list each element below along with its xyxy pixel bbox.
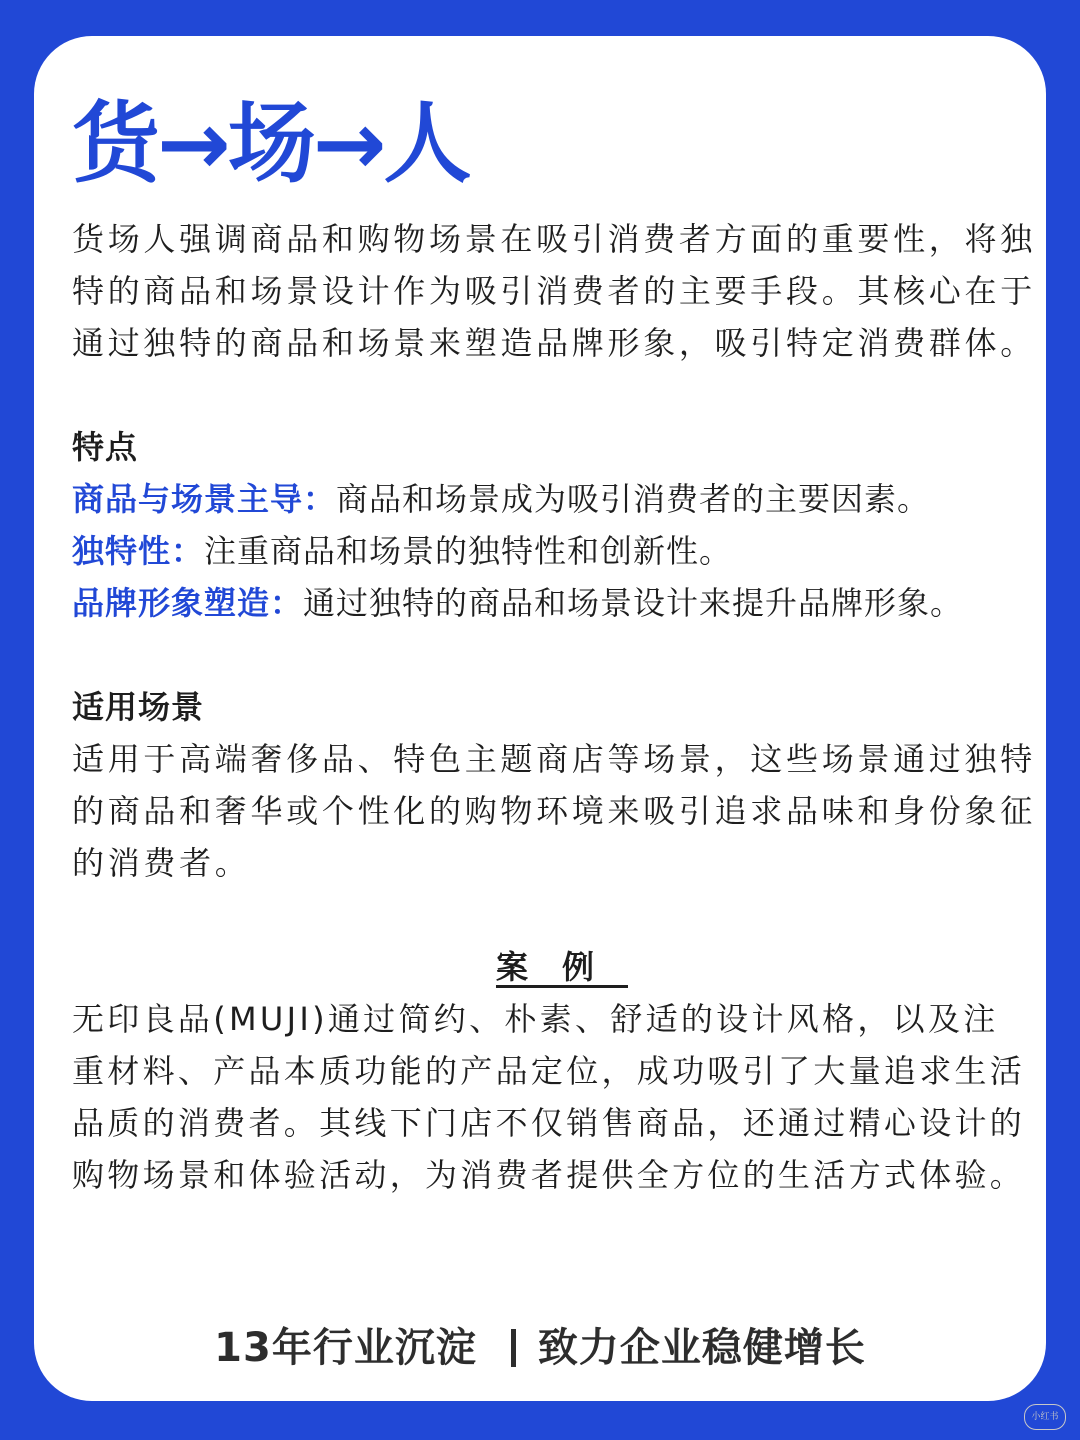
feature-item [72, 473, 1018, 525]
feature-text: 商品和场景成为吸引消费者的主要因素。 [336, 480, 931, 518]
feature-text: 注重商品和场景的独特性和创新性。 [204, 532, 733, 570]
case-line: 品质的消费者。其线下门店不仅销售商品，还通过精心设计的 [72, 1104, 1026, 1142]
watermark-logo: 小红书 [1024, 1404, 1066, 1430]
feature-label: 商品与场景主导： [72, 480, 337, 518]
feature-label: 独特性： [72, 532, 205, 570]
feature-item [72, 577, 1018, 629]
case-line: 购物场景和体验活动，为消费者提供全方位的生活方式体验。 [72, 1156, 1026, 1194]
footer-right-text: 致力企业稳健增长 [537, 1325, 866, 1371]
case-line: 无印良品(MUJI)通过简约、朴素、舒适的设计风格，以及注 [72, 1000, 999, 1038]
page-title: 货→场→人 [72, 92, 469, 195]
usage-line: 适用于高端奢侈品、特色主题商店等场景，这些场景通过独特 [72, 740, 1036, 778]
intro-line: 特的商品和场景设计作为吸引消费者的主要手段。其核心在于 [72, 272, 1036, 310]
case-heading [72, 941, 1018, 993]
usage-section [72, 681, 1036, 889]
feature-label: 品牌形象塑造： [72, 584, 304, 622]
case-heading-text: 案例 [495, 948, 628, 986]
footer-left-text: 13年行业沉淀 [214, 1325, 477, 1371]
footer-divider [511, 1329, 516, 1367]
intro-line: 货场人强调商品和购物场景在吸引消费者方面的重要性，将独 [72, 220, 1036, 258]
usage-line: 的消费者。 [72, 844, 251, 882]
usage-line: 的商品和奢华或个性化的购物环境来吸引追求品味和身份象征 [72, 792, 1036, 830]
footer-slogan [0, 1320, 1080, 1376]
usage-body [72, 733, 1036, 889]
features-section [72, 421, 1018, 629]
intro-paragraph [72, 213, 1036, 369]
features-heading: 特点 [72, 428, 139, 466]
feature-item [72, 525, 1018, 577]
usage-heading: 适用场景 [72, 688, 205, 726]
feature-text: 通过独特的商品和场景设计来提升品牌形象。 [303, 584, 964, 622]
intro-line: 通过独特的商品和场景来塑造品牌形象，吸引特定消费群体。 [72, 324, 1036, 362]
case-section [72, 941, 1026, 1201]
case-body [72, 993, 1026, 1201]
case-line: 重材料、产品本质功能的产品定位，成功吸引了大量追求生活 [72, 1052, 1026, 1090]
